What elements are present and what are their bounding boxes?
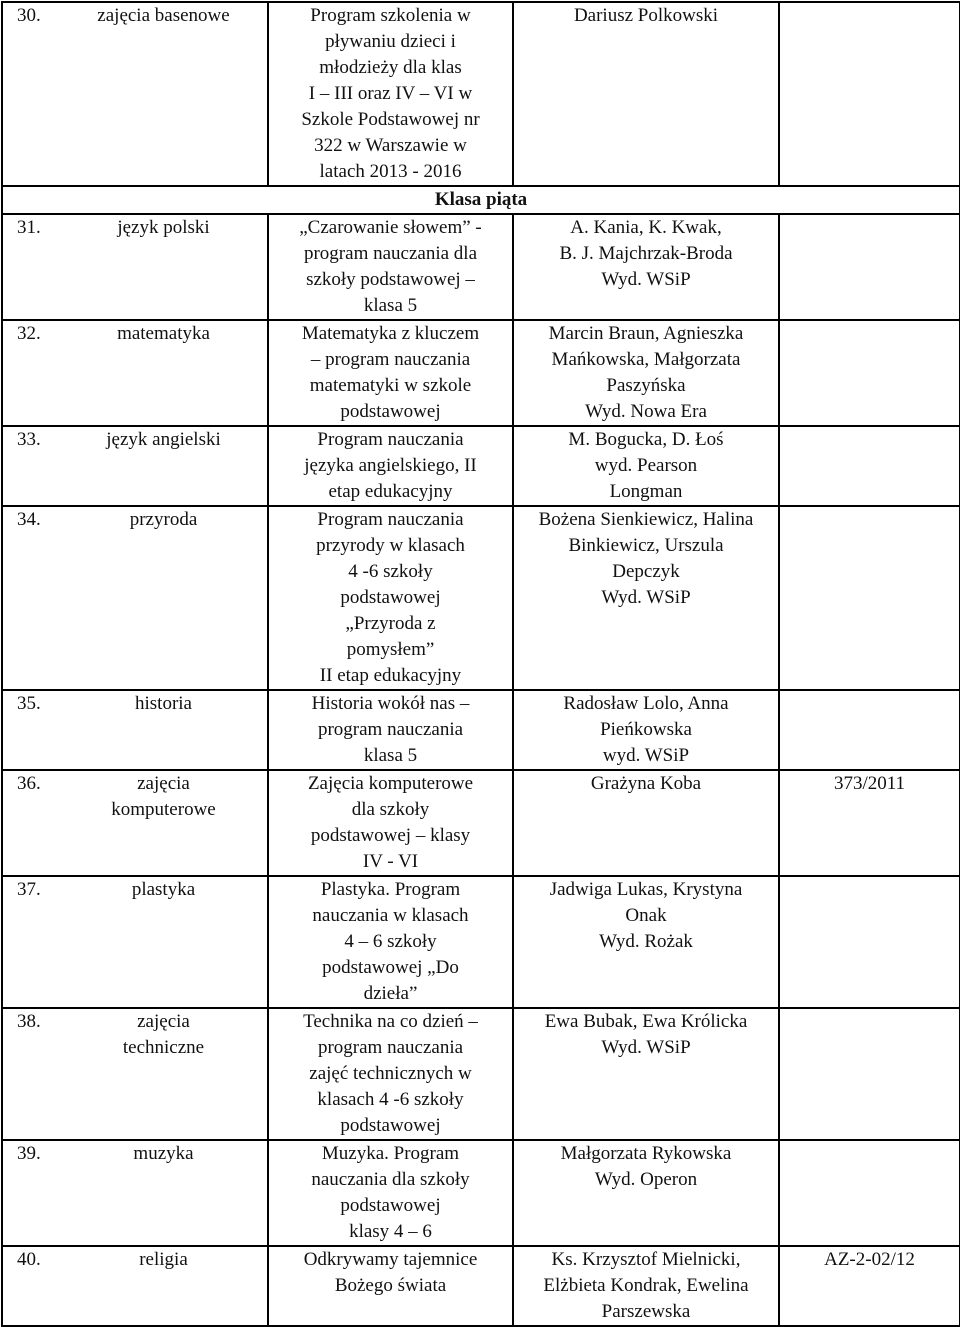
program-cell-line: pływaniu dzieci i: [325, 31, 456, 52]
subject-cell-line: muzyka: [133, 1143, 194, 1164]
program-cell-line: podstawowej: [340, 587, 441, 608]
subject-cell-line: plastyka: [131, 879, 196, 900]
subject-cell: [60, 770, 268, 876]
author-cell: [513, 1246, 779, 1326]
program-cell: [268, 320, 513, 426]
author-cell-line: Binkiewicz, Urszula: [568, 535, 724, 556]
subject-cell-line: historia: [135, 693, 192, 714]
author-cell-line: Ewa Bubak, Ewa Królicka: [544, 1011, 748, 1032]
program-cell-line: Odkrywamy tajemnice: [303, 1249, 478, 1270]
program-cell: [268, 1246, 513, 1326]
author-cell-line: A. Kania, K. Kwak,: [570, 217, 722, 238]
row-number: 35.: [2, 690, 60, 770]
table-row: [2, 2, 960, 186]
registration-number-cell: [779, 876, 960, 1008]
author-cell-line: Onak: [625, 905, 667, 926]
subject-cell: [60, 426, 268, 506]
table-row: [2, 320, 960, 426]
program-cell-line: Zajęcia komputerowe: [307, 773, 474, 794]
program-cell: [268, 426, 513, 506]
subject-cell-line: zajęcia basenowe: [97, 5, 230, 26]
author-cell-line: Wyd. Operon: [594, 1169, 698, 1190]
registration-number-cell: AZ-2-02/12: [779, 1246, 960, 1326]
author-cell-line: Depczyk: [612, 561, 680, 582]
program-cell-line: zajęć technicznych w: [309, 1063, 472, 1084]
program-cell-line: Program nauczania: [317, 509, 464, 530]
registration-number-cell: [779, 506, 960, 690]
table-row: [2, 876, 960, 1008]
row-number: 32.: [2, 320, 60, 426]
subject-cell: [60, 2, 268, 186]
row-number: 40.: [2, 1246, 60, 1326]
author-cell: [513, 2, 779, 186]
subject-cell: [60, 1246, 268, 1326]
program-cell-line: Szkole Podstawowej nr: [301, 109, 480, 130]
program-cell-line: program nauczania dla: [303, 243, 478, 264]
registration-number-cell: [779, 690, 960, 770]
program-cell-line: Plastyka. Program: [320, 879, 461, 900]
program-cell-line: „Czarowanie słowem” -: [299, 217, 482, 238]
program-cell-line: Matematyka z kluczem: [301, 323, 480, 344]
program-cell-line: IV - VI: [362, 851, 419, 872]
author-cell-line: Wyd. WSiP: [601, 269, 691, 290]
author-cell-line: Radosław Lolo, Anna: [563, 693, 729, 714]
program-cell-line: I – III oraz IV – VI w: [308, 83, 473, 104]
program-cell-line: szkoły podstawowej –: [306, 269, 475, 290]
author-cell-line: M. Bogucka, D. Łoś: [568, 429, 724, 450]
author-cell-line: Wyd. WSiP: [601, 1037, 691, 1058]
table-body: [2, 2, 960, 1326]
program-cell-line: przyrody w klasach: [316, 535, 465, 556]
program-cell-line: klasa 5: [363, 295, 418, 316]
program-cell: [268, 506, 513, 690]
curriculum-table: [1, 1, 960, 1327]
author-cell-line: Jadwiga Lukas, Krystyna: [549, 879, 743, 900]
table-row: [2, 1008, 960, 1140]
program-cell-line: klasa 5: [363, 745, 418, 766]
registration-number-cell: [779, 1140, 960, 1246]
program-cell-line: pomysłem”: [346, 639, 435, 660]
author-cell-line: Marcin Braun, Agnieszka: [548, 323, 744, 344]
program-cell: [268, 1140, 513, 1246]
author-cell-line: Paszyńska: [606, 375, 686, 396]
author-cell-line: Parszewska: [601, 1301, 691, 1322]
program-cell-line: Bożego świata: [334, 1275, 447, 1296]
program-cell-line: program nauczania: [317, 1037, 464, 1058]
author-cell-line: Elżbieta Kondrak, Ewelina: [543, 1275, 749, 1296]
subject-cell: [60, 320, 268, 426]
subject-cell: [60, 214, 268, 320]
program-cell-line: języka angielskiego, II: [304, 455, 477, 476]
row-number: 30.: [2, 2, 60, 186]
author-cell-line: Dariusz Polkowski: [573, 5, 719, 26]
author-cell: [513, 1140, 779, 1246]
author-cell: [513, 426, 779, 506]
program-cell-line: Technika na co dzień –: [303, 1011, 478, 1032]
row-number: 37.: [2, 876, 60, 1008]
program-cell-line: dzieła”: [363, 983, 418, 1004]
program-cell-line: podstawowej: [340, 401, 441, 422]
author-cell-line: Pieńkowska: [600, 719, 692, 740]
program-cell-line: podstawowej: [340, 1195, 441, 1216]
section-header: Klasa piąta: [2, 186, 960, 214]
program-cell-line: podstawowej: [340, 1115, 441, 1136]
author-cell-line: Wyd. Nowa Era: [585, 401, 707, 422]
author-cell: [513, 506, 779, 690]
author-cell-line: Mańkowska, Małgorzata: [551, 349, 741, 370]
registration-number-cell: [779, 2, 960, 186]
table-row: [2, 506, 960, 690]
table-row: [2, 1246, 960, 1326]
subject-cell-line: komputerowe: [111, 799, 216, 820]
program-cell: [268, 2, 513, 186]
program-cell-line: 4 – 6 szkoły: [344, 931, 437, 952]
program-cell-line: nauczania w klasach: [312, 905, 469, 926]
subject-cell: [60, 876, 268, 1008]
subject-cell-line: zajęcia: [137, 1011, 190, 1032]
author-cell-line: Małgorzata Rykowska: [560, 1143, 732, 1164]
program-cell-line: Program szkolenia w: [310, 5, 471, 26]
row-number: 39.: [2, 1140, 60, 1246]
section-header-row: [2, 186, 960, 214]
program-cell-line: „Przyroda z: [345, 613, 436, 634]
table-row: [2, 690, 960, 770]
program-cell-line: etap edukacyjny: [328, 481, 453, 502]
program-cell: [268, 770, 513, 876]
program-cell-line: podstawowej – klasy: [310, 825, 471, 846]
program-cell: [268, 690, 513, 770]
program-cell-line: klasach 4 -6 szkoły: [317, 1089, 464, 1110]
author-cell: [513, 1008, 779, 1140]
subject-cell: [60, 690, 268, 770]
author-cell: [513, 690, 779, 770]
subject-cell: [60, 1140, 268, 1246]
program-cell-line: matematyki w szkole: [309, 375, 472, 396]
subject-cell-line: religia: [139, 1249, 188, 1270]
author-cell-line: Wyd. WSiP: [601, 587, 691, 608]
author-cell: [513, 770, 779, 876]
program-cell-line: nauczania dla szkoły: [311, 1169, 470, 1190]
author-cell: [513, 214, 779, 320]
registration-number-cell: [779, 214, 960, 320]
row-number: 38.: [2, 1008, 60, 1140]
subject-cell-line: matematyka: [117, 323, 210, 344]
subject-cell-line: przyroda: [129, 509, 198, 530]
subject-cell-line: zajęcia: [137, 773, 190, 794]
program-cell-line: Program nauczania: [317, 429, 464, 450]
subject-cell-line: język polski: [117, 217, 210, 238]
author-cell: [513, 876, 779, 1008]
subject-cell-line: techniczne: [122, 1037, 205, 1058]
registration-number-cell: [779, 426, 960, 506]
program-cell-line: 4 -6 szkoły: [348, 561, 433, 582]
program-cell-line: program nauczania: [317, 719, 464, 740]
author-cell-line: B. J. Majchrzak-Broda: [559, 243, 733, 264]
program-cell: [268, 876, 513, 1008]
author-cell-line: Longman: [609, 481, 683, 502]
table-row: [2, 426, 960, 506]
table-row: [2, 214, 960, 320]
author-cell-line: Wyd. Rożak: [599, 931, 693, 952]
program-cell-line: klasy 4 – 6: [349, 1221, 432, 1242]
row-number: 36.: [2, 770, 60, 876]
table-row: [2, 770, 960, 876]
table-row: [2, 1140, 960, 1246]
row-number: 33.: [2, 426, 60, 506]
program-cell: [268, 1008, 513, 1140]
program-cell-line: Muzyka. Program: [321, 1143, 460, 1164]
author-cell: [513, 320, 779, 426]
subject-cell-line: język angielski: [106, 429, 221, 450]
program-cell-line: podstawowej „Do: [322, 957, 459, 978]
author-cell-line: Bożena Sienkiewicz, Halina: [538, 509, 754, 530]
program-cell-line: – program nauczania: [310, 349, 471, 370]
program-cell-line: młodzieży dla klas: [319, 57, 462, 78]
program-cell: [268, 214, 513, 320]
registration-number-cell: 373/2011: [779, 770, 960, 876]
subject-cell: [60, 506, 268, 690]
author-cell-line: wyd. Pearson: [594, 455, 698, 476]
subject-cell: [60, 1008, 268, 1140]
author-cell-line: Grażyna Koba: [590, 773, 702, 794]
program-cell-line: dla szkoły: [351, 799, 430, 820]
program-cell-line: 322 w Warszawie w: [314, 135, 467, 156]
author-cell-line: Ks. Krzysztof Mielnicki,: [551, 1249, 741, 1270]
program-cell-line: Historia wokół nas –: [311, 693, 470, 714]
row-number: 31.: [2, 214, 60, 320]
author-cell-line: wyd. WSiP: [602, 745, 690, 766]
registration-number-cell: [779, 1008, 960, 1140]
registration-number-cell: [779, 320, 960, 426]
program-cell-line: II etap edukacyjny: [319, 665, 462, 686]
row-number: 34.: [2, 506, 60, 690]
program-cell-line: latach 2013 - 2016: [319, 161, 462, 182]
